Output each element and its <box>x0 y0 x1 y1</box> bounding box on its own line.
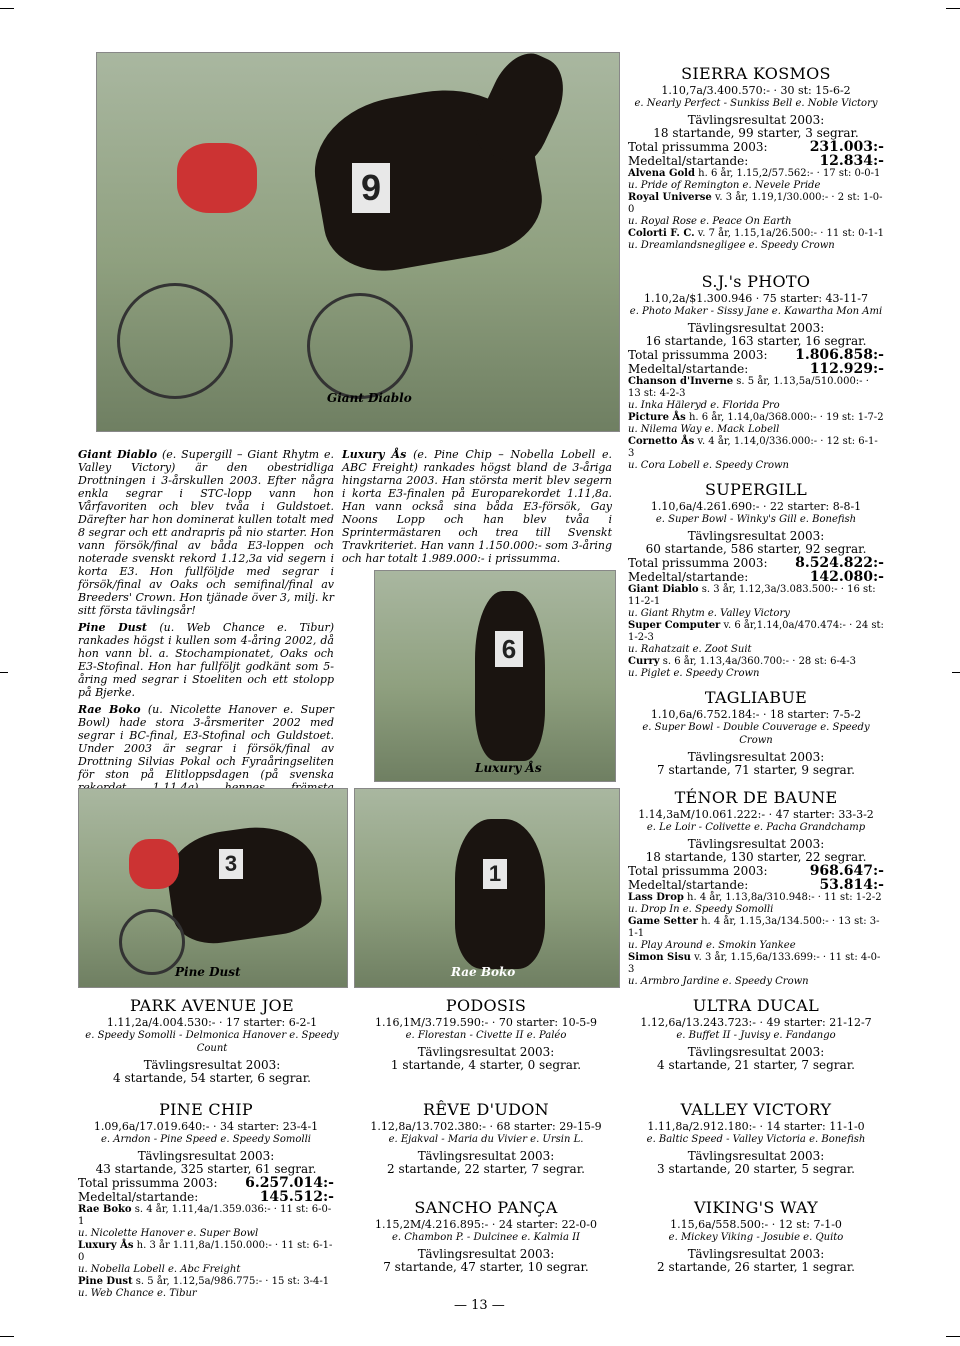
stallion-supergill <box>628 480 884 680</box>
page-number: — 13 — <box>454 1298 505 1313</box>
offspring-stats: h. 6 år, 1.15,2/57.562:- · 17 st: 0-0-1 <box>694 168 881 179</box>
offspring-dam: u. Dreamlandsnegligee e. Speedy Crown <box>628 240 835 251</box>
crop-mark <box>0 1336 14 1337</box>
photo-giant-diablo <box>96 52 620 432</box>
total-value: 6.257.014:- <box>245 1175 334 1191</box>
results-heading: Tävlingsresultat 2003: <box>417 1149 555 1163</box>
stallion-pedigree: e. Super Bowl - Double Couverage e. Speedy Crown <box>642 722 870 746</box>
per-start-value: 12.834:- <box>819 153 884 169</box>
results-heading: Tävlingsresultat 2003: <box>687 1149 825 1163</box>
crop-mark <box>0 672 8 673</box>
race-number-bib: 6 <box>495 631 523 667</box>
results-heading: Tävlingsresultat 2003: <box>687 321 825 335</box>
stallion-reve-dudon <box>354 1100 618 1176</box>
stallion-pedigree: e. Chambon P. - Dulcinee e. Kalmia II <box>391 1232 580 1243</box>
results-summary: 2 startande, 22 starter, 7 segrar. <box>387 1162 585 1176</box>
stallion-name: RÊVE D'UDON <box>422 1100 549 1119</box>
stallion-record: 1.15,6a/558.500:- · 12 st: 7-1-0 <box>670 1218 842 1231</box>
per-start-label: Medeltal/startande: <box>628 362 749 376</box>
results-summary: 1 startande, 4 starter, 0 segrar. <box>390 1058 582 1072</box>
offspring-stats: s. 5 år, 1.13,5a/510.000:- · 13 st: 4-2-3 <box>628 376 869 399</box>
horse-shape <box>162 819 326 949</box>
results-heading: Tävlingsresultat 2003: <box>687 1247 825 1261</box>
total-prize-row <box>628 140 884 154</box>
results-summary: 43 startande, 325 starter, 61 segrar. <box>95 1162 317 1176</box>
stallion-pine-chip <box>78 1100 334 1300</box>
photo-pine-dust <box>78 788 348 988</box>
crop-mark <box>946 1336 960 1337</box>
horse-name: Rae Boko <box>78 703 141 716</box>
offspring-dam: u. Drop In e. Speedy Somolli <box>628 904 774 915</box>
stallion-tenor-de-baune <box>628 788 884 988</box>
stallion-park-avenue-joe <box>78 996 346 1085</box>
article-paragraph: (e. Supergill – Giant Rhytm e. Valley Victory) är den obestridliga Drottningen i 3-årskullen 2003. Efter några enkla segrar i STC-lopp vann hon Vårfavoriten och blev tvåa i Guldstoet. Därefter har hon dominerat kullen totalt med 8 segrar och ett andrapris på nio starter. Hon vann försök/final av båda E3-loppen och noterade svenskt rekord 1.12,3a vid segern i korta E3. Hon fullföljde med segrar i försök/final av Oaks och semifinal/final av Breeders' Crown. Hon tjänade över 3, milj. kr sitt första tävlingsår! <box>78 448 335 617</box>
offspring-dam: u. Web Chance e. Tibur <box>78 1288 197 1299</box>
results-summary: 2 startande, 26 starter, 1 segrar. <box>657 1260 855 1274</box>
offspring-name: Alvena Gold <box>628 168 695 179</box>
total-label: Total prissumma 2003: <box>628 556 768 570</box>
article-paragraph: (u. Web Chance e. Tibur) rankades högst i kullen som 4-åring 2002, då hon vann bl. a. Stochampionatet, Oaks och E3-Stofinal. Hon har fullföljt godkänt som 5-åring med segrar i Stoeliten och ett stolopp på Bjerke. <box>78 621 334 699</box>
total-prize-row <box>628 864 884 878</box>
total-label: Total prissumma 2003: <box>78 1176 218 1190</box>
race-number-bib: 9 <box>352 163 390 213</box>
offspring-dam: u. Nilema Way e. Mack Lobell <box>628 424 780 435</box>
stallion-pedigree: e. Super Bowl - Winky's Gill e. Bonefish <box>655 514 857 525</box>
offspring-name: Pine Dust <box>78 1276 133 1287</box>
stallion-pedigree: e. Florestan - Civette II e. Paléo <box>405 1030 567 1041</box>
results-summary: 7 startande, 47 starter, 10 segrar. <box>383 1260 589 1274</box>
offspring-name: Simon Sisu <box>628 952 691 963</box>
offspring-name: Luxury Ås <box>78 1240 134 1251</box>
stallion-pedigree: e. Baltic Speed - Valley Victoria e. Bonefish <box>646 1134 866 1145</box>
photo-rae-boko <box>354 788 620 988</box>
article-text-left <box>78 448 334 824</box>
offspring-stats: s. 6 år, 1.13,4a/360.700:- · 28 st: 6-4-3 <box>659 656 857 667</box>
stallion-record: 1.14,3aM/10.061.222:- · 47 starter: 33-3-2 <box>638 808 874 821</box>
offspring-dam: u. Nicolette Hanover e. Super Bowl <box>78 1228 259 1239</box>
results-summary: 18 startande, 99 starter, 3 segrar. <box>653 126 859 140</box>
stallion-pedigree: e. Photo Maker - Sissy Jane e. Kawartha Mon Ami <box>629 306 883 317</box>
total-value: 1.806.858:- <box>795 347 884 363</box>
offspring-name: Curry <box>628 656 660 667</box>
total-prize-row <box>78 1176 334 1190</box>
race-number-bib: 3 <box>219 849 243 879</box>
offspring-dam: u. Giant Rhytm e. Valley Victory <box>628 608 790 619</box>
offspring-dam: u. Pride of Remington e. Nevele Pride <box>628 180 821 191</box>
offspring-name: Chanson d'Inverne <box>628 376 734 387</box>
per-start-label: Medeltal/startande: <box>628 570 749 584</box>
stallion-name: S.J.'s PHOTO <box>701 272 811 291</box>
results-heading: Tävlingsresultat 2003: <box>687 1045 825 1059</box>
stallion-record: 1.11,2a/4.004.530:- · 17 starter: 6-2-1 <box>106 1016 318 1029</box>
stallion-record: 1.10,6a/4.261.690:- · 22 starter: 8-8-1 <box>650 500 862 513</box>
stallion-pedigree: e. Nearly Perfect - Sunkiss Bell e. Noble Victory <box>634 98 878 109</box>
photo-caption: Luxury Ås <box>475 761 542 775</box>
offspring-name: Rae Boko <box>78 1204 132 1215</box>
crop-mark <box>946 8 960 9</box>
stallion-name: SANCHO PANÇA <box>414 1198 558 1217</box>
results-heading: Tävlingsresultat 2003: <box>417 1247 555 1261</box>
stallion-pedigree: e. Le Loir - Colivette e. Pacha Grandchamp <box>646 822 866 833</box>
offspring-dam: u. Armbro Jardine e. Speedy Crown <box>628 976 809 987</box>
total-label: Total prissumma 2003: <box>628 140 768 154</box>
stallion-name: TAGLIABUE <box>704 688 808 707</box>
stallion-name: PINE CHIP <box>159 1100 253 1119</box>
per-start-row <box>628 362 884 376</box>
results-summary: 7 startande, 71 starter, 9 segrar. <box>657 763 855 777</box>
stallion-record: 1.10,7a/3.400.570:- · 30 st: 15-6-2 <box>661 84 851 97</box>
stallion-name: SIERRA KOSMOS <box>681 64 831 83</box>
offspring-dam: u. Nobella Lobell e. Abc Freight <box>78 1264 241 1275</box>
results-summary: 60 startande, 586 starter, 92 segrar. <box>645 542 867 556</box>
stallion-name: ULTRA DUCAL <box>692 996 820 1015</box>
race-number-bib: 1 <box>483 859 507 889</box>
offspring-name: Picture Ås <box>628 412 686 423</box>
stallion-name: VIKING'S WAY <box>693 1198 819 1217</box>
stallion-record: 1.12,8a/13.702.380:- · 68 starter: 29-15-9 <box>370 1120 602 1133</box>
offspring-name: Royal Universe <box>628 192 712 203</box>
results-heading: Tävlingsresultat 2003: <box>687 750 825 764</box>
offspring-name: Super Computer <box>628 620 721 631</box>
offspring-stats: s. 5 år, 1.12,5a/986.775:- · 15 st: 3-4-1 <box>132 1276 330 1287</box>
stallion-pedigree: e. Speedy Somolli - Delmonica Hanover e. Speedy Count <box>85 1030 339 1054</box>
offspring-stats: v. 4 år, 1.14,0/336.000:- · 12 st: 6-1-3 <box>628 436 878 459</box>
photo-caption: Pine Dust <box>175 965 241 979</box>
stallion-name: SUPERGILL <box>705 480 807 499</box>
stallion-pedigree: e. Mickey Viking - Josubie e. Quito <box>668 1232 844 1243</box>
stallion-name: TÉNOR DE BAUNE <box>674 788 838 807</box>
horse-name: Pine Dust <box>78 621 147 634</box>
offspring-stats: v. 3 år, 1.15,6a/133.699:- · 11 st: 4-0-3 <box>628 952 881 975</box>
per-start-value: 112.929:- <box>809 361 884 377</box>
photo-caption: Rae Boko <box>451 965 516 979</box>
results-summary: 18 startande, 130 starter, 22 segrar. <box>645 850 867 864</box>
stallion-vikings-way <box>628 1198 884 1274</box>
driver-shape <box>177 143 257 213</box>
results-heading: Tävlingsresultat 2003: <box>137 1149 275 1163</box>
photo-luxury-as <box>374 570 616 782</box>
crop-mark <box>952 672 960 673</box>
offspring-stats: s. 3 år, 1.12,3a/3.083.500:- · 16 st: 11-2-1 <box>628 584 876 607</box>
stallion-record: 1.15,2M/4.216.895:- · 24 starter: 22-0-0 <box>374 1218 598 1231</box>
offspring-list <box>628 376 884 472</box>
sulky-wheel <box>307 293 413 399</box>
offspring-list <box>628 168 884 252</box>
offspring-stats: h. 3 år 1.11,8a/1.150.000:- · 11 st: 6-1-0 <box>78 1240 333 1263</box>
per-start-row <box>628 570 884 584</box>
results-heading: Tävlingsresultat 2003: <box>417 1045 555 1059</box>
stallion-name: VALLEY VICTORY <box>680 1100 832 1119</box>
horse-shape <box>475 591 545 761</box>
results-summary: 3 startande, 20 starter, 5 segrar. <box>657 1162 855 1176</box>
offspring-stats: v. 3 år, 1.19,1/30.000:- · 2 st: 1-0-0 <box>628 192 883 215</box>
stallion-record: 1.16,1M/3.719.590:- · 70 starter: 10-5-9 <box>374 1016 598 1029</box>
stallion-tagliabue <box>628 688 884 777</box>
offspring-stats: v. 6 år,1.14,0a/470.474:- · 24 st: 1-2-3 <box>628 620 884 643</box>
sulky-wheel <box>117 283 233 399</box>
offspring-list <box>628 584 884 680</box>
offspring-dam: u. Cora Lobell e. Speedy Crown <box>628 460 789 471</box>
stallion-podosis <box>354 996 618 1072</box>
offspring-dam: u. Rahatzait e. Zoot Suit <box>628 644 752 655</box>
stallion-sierra-kosmos <box>628 64 884 252</box>
per-start-label: Medeltal/startande: <box>628 154 749 168</box>
per-start-row <box>78 1190 334 1204</box>
total-value: 968.647:- <box>809 863 884 879</box>
total-prize-row <box>628 556 884 570</box>
horse-name: Giant Diablo <box>78 448 158 461</box>
results-summary: 4 startande, 21 starter, 7 segrar. <box>657 1058 855 1072</box>
per-start-label: Medeltal/startande: <box>78 1190 199 1204</box>
article-paragraph: (u. Nicolette Hanover e. Super Bowl) hade stora 3-årsmeriter 2002 med segrar i BC-final, E3-Stofinal och Guldstoet. Under 2003 är segrar i försök/final av Drottning Silvias Pokal och Fyraåringseliten för ston på Elitloppsdagen (på svenska <box>78 703 335 781</box>
results-heading: Tävlingsresultat 2003: <box>687 529 825 543</box>
results-summary: 16 startande, 163 starter, 16 segrar. <box>645 334 867 348</box>
offspring-stats: h. 4 år, 1.13,8a/310.948:- · 11 st: 1-2-2 <box>683 892 882 903</box>
offspring-name: Giant Diablo <box>628 584 699 595</box>
stallion-sancho-panca <box>354 1198 618 1274</box>
stallion-record: 1.10,6a/6.752.184:- · 18 starter: 7-5-2 <box>650 708 862 721</box>
photo-caption: Giant Diablo <box>327 391 412 405</box>
results-summary: 4 startande, 54 starter, 6 segrar. <box>113 1071 311 1085</box>
horse-name: Luxury Ås <box>342 448 407 461</box>
offspring-name: Lass Drop <box>628 892 684 903</box>
total-prize-row <box>628 348 884 362</box>
stallion-name: PARK AVENUE JOE <box>130 996 294 1015</box>
stallion-sj-photo <box>628 272 884 472</box>
stallion-pedigree: e. Arndon - Pine Speed e. Speedy Somolli <box>100 1134 311 1145</box>
offspring-stats: v. 7 år, 1.15,1a/26.500:- · 11 st: 0-1-1 <box>694 228 884 239</box>
offspring-name: Game Setter <box>628 916 698 927</box>
results-heading: Tävlingsresultat 2003: <box>143 1058 281 1072</box>
stallion-ultra-ducal <box>628 996 884 1072</box>
total-value: 231.003:- <box>809 139 884 155</box>
total-label: Total prissumma 2003: <box>628 348 768 362</box>
offspring-list <box>78 1204 334 1300</box>
stallion-record: 1.12,6a/13.243.723:- · 49 starter: 21-12-7 <box>640 1016 872 1029</box>
total-label: Total prissumma 2003: <box>628 864 768 878</box>
offspring-dam: u. Inka Häleryd e. Florida Pro <box>628 400 780 411</box>
total-value: 8.524.822:- <box>795 555 884 571</box>
stallion-record: 1.10,2a/$1.300.946 · 75 starter: 43-11-7 <box>644 292 868 305</box>
offspring-dam: u. Piglet e. Speedy Crown <box>628 668 760 679</box>
per-start-value: 142.080:- <box>809 569 884 585</box>
offspring-stats: s. 4 år, 1.11,4a/1.359.036:- · 11 st: 6-0-1 <box>78 1204 332 1227</box>
per-start-label: Medeltal/startande: <box>628 878 749 892</box>
stallion-record: 1.09,6a/17.019.640:- · 34 starter: 23-4-1 <box>93 1120 319 1133</box>
offspring-dam: u. Royal Rose e. Peace On Earth <box>628 216 792 227</box>
results-heading: Tävlingsresultat 2003: <box>687 113 825 127</box>
per-start-row <box>628 878 884 892</box>
stallion-pedigree: e. Buffet II - Juvisy e. Fandango <box>676 1030 836 1041</box>
offspring-dam: u. Play Around e. Smokin Yankee <box>628 940 796 951</box>
offspring-stats: h. 4 år, 1.15,3a/134.500:- · 13 st: 3-1-1 <box>628 916 880 939</box>
per-start-row <box>628 154 884 168</box>
stallion-valley-victory <box>628 1100 884 1176</box>
results-heading: Tävlingsresultat 2003: <box>687 837 825 851</box>
driver-shape <box>129 839 179 889</box>
article-paragraph: (e. Pine Chip – Nobella Lobell e. ABC Freight) rankades högst bland de 3-åriga hingstarna 2003. Han största merit blev segern i korta E3-finalen på Europarekordet 1.11,8a. Han vann också sina båda E3-försök, Gay Noons Lopp och han blev tvåa i Sprintermästaren och trea till Svenskt Travkriteriet. Han vann 1.150.000:- som 3-åring och har totalt 1.989.000:- i prissumma. <box>342 448 612 565</box>
offspring-stats: h. 6 år, 1.14,0a/368.000:- · 19 st: 1-7-2 <box>685 412 884 423</box>
offspring-list <box>628 892 884 988</box>
offspring-name: Colorti F. C. <box>628 228 695 239</box>
per-start-value: 53.814:- <box>819 877 884 893</box>
per-start-value: 145.512:- <box>259 1189 334 1205</box>
crop-mark <box>0 8 14 9</box>
article-text-middle <box>342 448 612 569</box>
horse-shape <box>455 819 545 969</box>
stallion-record: 1.11,8a/2.912.180:- · 14 starter: 11-1-0 <box>647 1120 865 1133</box>
stallion-name: PODOSIS <box>445 996 527 1015</box>
stallion-pedigree: e. Ejakval - Maria du Vivier e. Ursin L. <box>388 1134 584 1145</box>
offspring-name: Cornetto Ås <box>628 436 695 447</box>
